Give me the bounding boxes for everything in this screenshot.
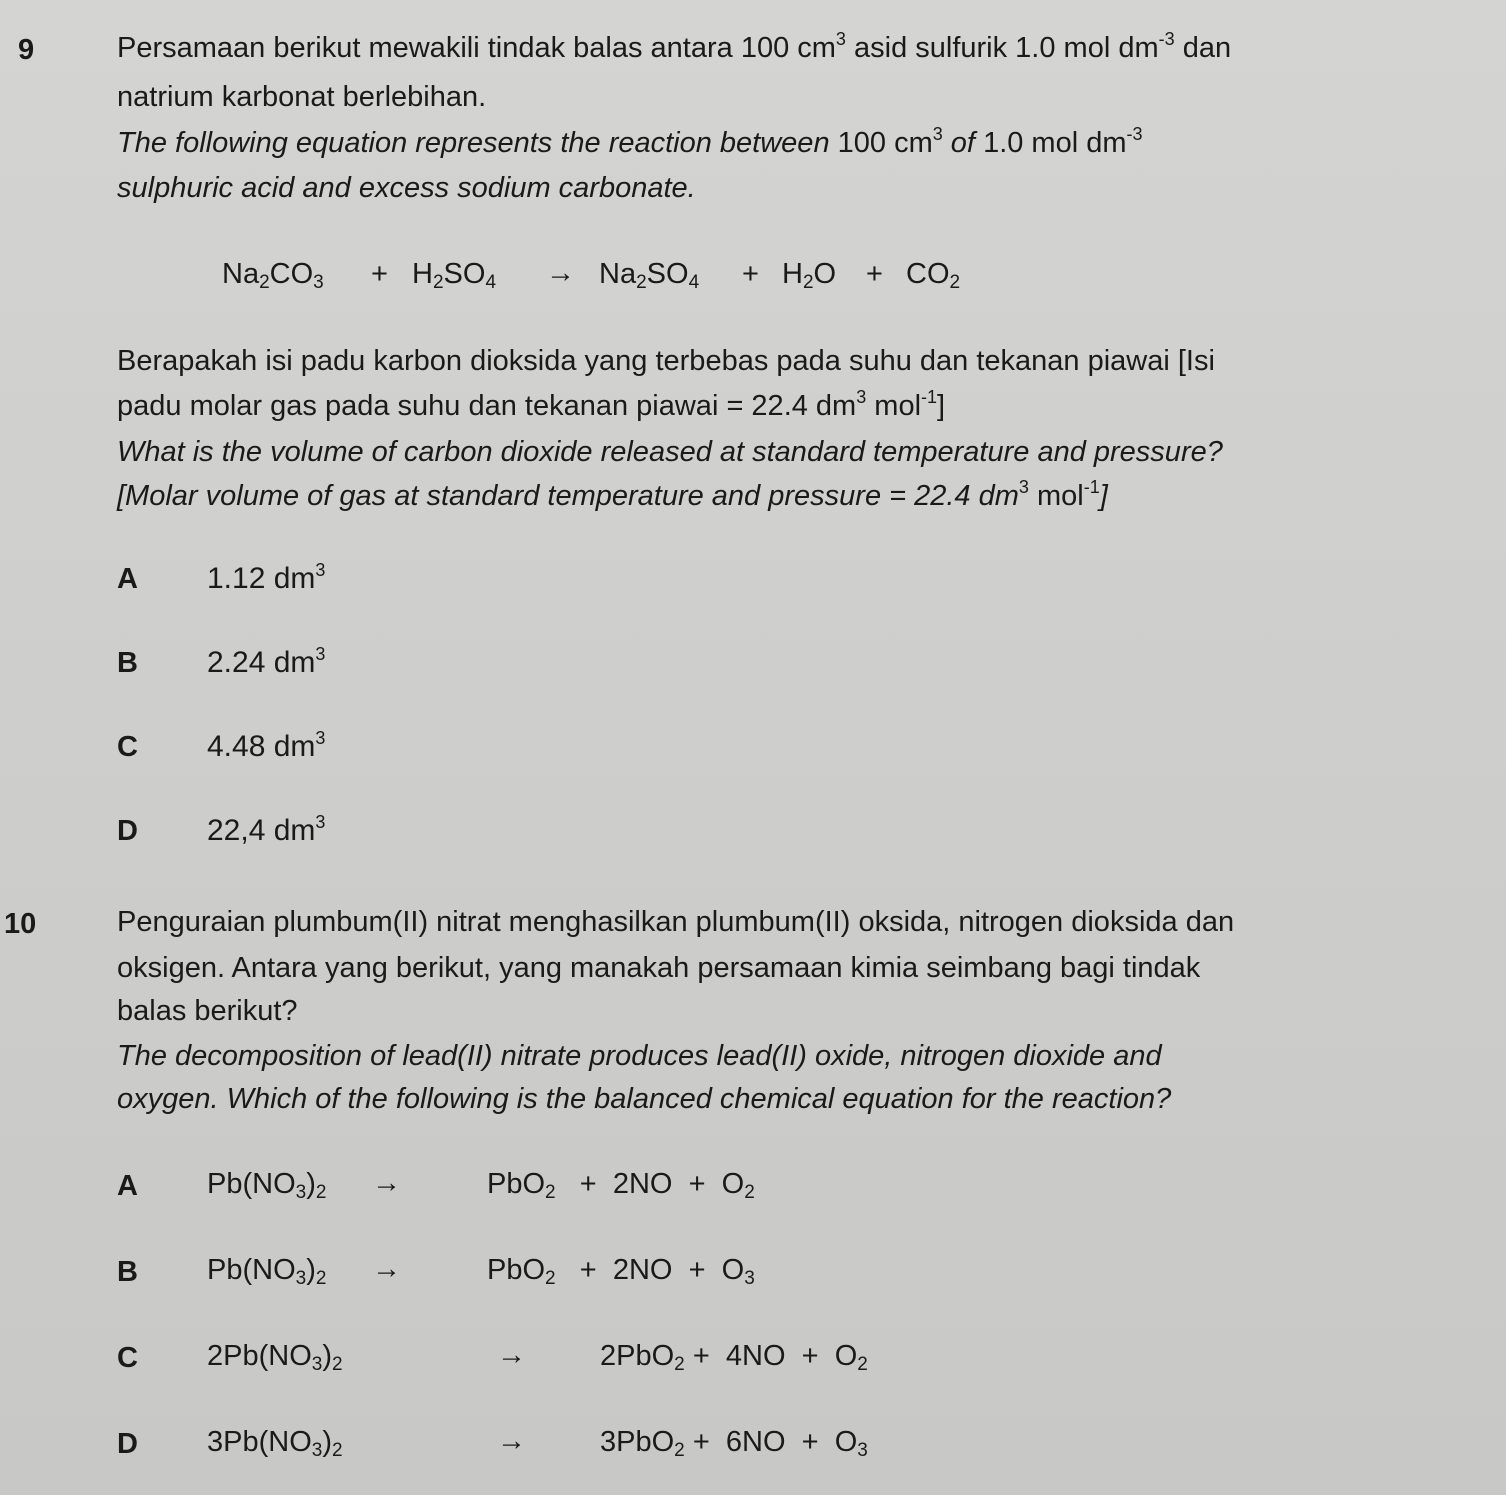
q9-option-a-letter[interactable]: A	[117, 563, 138, 595]
question-10-number: 10	[4, 908, 37, 940]
q9-product-co2: $CO_2$	[906, 258, 961, 293]
q10-option-a-letter[interactable]: A	[117, 1170, 138, 1202]
q9-malay-line1: Persamaan berikut mewakili tindak balas antara 100 $cm^3$ asid sulfurik 1.0 mol $dm^{-3}$ dan	[117, 29, 1232, 64]
q10-option-a-reactant[interactable]: $Pb(NO_3)_2$	[207, 1168, 327, 1203]
q9-malay-question-line2: padu molar gas pada suhu dan tekanan piawai = 22.4 $dm^3$ mol$^{-1}$]	[117, 387, 946, 422]
q10-option-d-letter[interactable]: D	[117, 1428, 138, 1460]
q9-english-line2: sulphuric acid and excess sodium carbonate.	[117, 172, 696, 204]
q9-option-c-value[interactable]: 4.48 $dm^3$	[207, 728, 326, 763]
q10-option-d-products[interactable]: $3PbO_2 + 6NO + O_3$	[600, 1426, 868, 1461]
q10-english-line1: The decomposition of lead(II) nitrate produces lead(II) oxide, nitrogen dioxide and	[117, 1040, 1162, 1072]
q9-english-question-line2: [Molar volume of gas at standard temperature and pressure = 22.4 $dm^3$ mol$^{-1}$]	[117, 477, 1108, 512]
q10-option-a-products[interactable]: PbO$_2$ + $2NO + O_2$	[487, 1168, 755, 1203]
q9-reactant-na2co3: $Na_2CO_3$	[222, 258, 324, 293]
q9-english-line1: The following equation represents the reaction between 100 $cm^3$ of 1.0 mol $dm^{-3}$	[117, 124, 1143, 159]
q9-option-a-value[interactable]: 1.12 $dm^3$	[207, 560, 326, 595]
q10-malay-line3: balas berikut?	[117, 995, 298, 1027]
q9-option-d-value[interactable]: 22,4 $dm^3$	[207, 812, 326, 847]
q9-product-na2so4: $Na_2SO_4$	[599, 258, 700, 293]
q9-plus-2: +	[742, 258, 759, 290]
q10-option-d-arrow: →	[497, 1425, 526, 1457]
q10-option-c-reactant[interactable]: $2Pb(NO_3)_2$	[207, 1340, 343, 1375]
q9-malay-line2: natrium karbonat berlebihan.	[117, 81, 487, 113]
q10-malay-line2: oksigen. Antara yang berikut, yang manakah persamaan kimia seimbang bagi tindak	[117, 952, 1201, 984]
q9-english-question-line1: What is the volume of carbon dioxide released at standard temperature and pressure?	[117, 436, 1223, 468]
q10-option-c-arrow: →	[497, 1339, 526, 1371]
question-9-number: 9	[18, 34, 35, 66]
q10-option-b-arrow: →	[372, 1253, 401, 1285]
q9-option-d-letter[interactable]: D	[117, 815, 138, 847]
q9-option-b-letter[interactable]: B	[117, 647, 138, 679]
q10-malay-line1: Penguraian plumbum(II) nitrat menghasilkan plumbum(II) oksida, nitrogen dioksida dan	[117, 906, 1235, 938]
q9-malay-question-line1: Berapakah isi padu karbon dioksida yang terbebas pada suhu dan tekanan piawai [Isi	[117, 345, 1215, 377]
q10-option-d-reactant[interactable]: $3Pb(NO_3)_2$	[207, 1426, 343, 1461]
q10-option-b-reactant[interactable]: $Pb(NO_3)_2$	[207, 1254, 327, 1289]
q10-option-c-products[interactable]: $2PbO_2 + 4NO + O_2$	[600, 1340, 868, 1375]
q10-option-b-products[interactable]: PbO$_2$ + $2NO + O_3$	[487, 1254, 755, 1289]
q9-plus-1: +	[371, 258, 388, 290]
q9-arrow: →	[546, 257, 575, 289]
q10-option-c-letter[interactable]: C	[117, 1342, 138, 1374]
q9-reactant-h2so4: $H_2SO_4$	[412, 258, 497, 293]
q9-option-c-letter[interactable]: C	[117, 731, 138, 763]
q9-plus-3: +	[866, 258, 883, 290]
q9-product-h2o: $H_2O$	[782, 258, 837, 293]
q10-option-a-arrow: →	[372, 1167, 401, 1199]
q10-english-line2: oxygen. Which of the following is the balanced chemical equation for the reaction?	[117, 1083, 1172, 1115]
q9-option-b-value[interactable]: 2.24 $dm^3$	[207, 644, 326, 679]
q10-option-b-letter[interactable]: B	[117, 1256, 138, 1288]
